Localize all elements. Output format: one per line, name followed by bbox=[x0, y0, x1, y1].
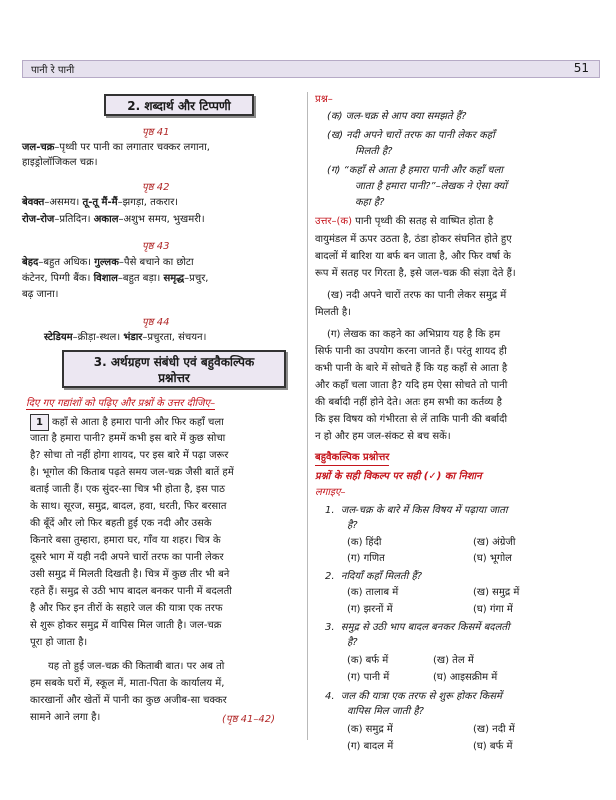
question-label: प्रश्न– bbox=[315, 94, 333, 105]
question-k: (क) जल-चक्र से आप क्या समझते हैं? bbox=[327, 111, 467, 122]
page-44-label: पृष्ठ 44 bbox=[142, 317, 170, 328]
passage-line: यह तो हुई जल-चक्र की किताबी बात। पर अब तो bbox=[48, 661, 225, 672]
mcq-question-4: 4. जल की यात्रा एक तरफ से शुरू होकर किसमें bbox=[325, 691, 503, 702]
passage-line: हम सबके घरों में, स्कूल में, माता-पिता के कार्यालय में, bbox=[30, 678, 225, 689]
mcq-heading: बहुवैकल्पिक प्रश्नोत्तर bbox=[315, 450, 389, 466]
answer-line: कि इस विषय को गंभीरता से लें ताकि पानी की बर्बादी bbox=[315, 414, 508, 425]
passage-line: बताई जाती हैं। एक सुंदर-सा चित्र भी होता है, इस पाठ bbox=[30, 484, 225, 495]
passage-line: है और फिर इन तीरों के सहारे जल की यात्रा एक तरफ bbox=[30, 603, 223, 614]
mcq-option: (ग) गणित bbox=[347, 553, 385, 564]
passage-line: उसी समुद्र में मिलती दिखती है। चित्र में कुछ तीर भी बने bbox=[30, 569, 230, 580]
glossary-row-43a: बेहद–बहुत अधिक। गुल्लक–पैसे बचाने का छोटा bbox=[22, 257, 194, 268]
answer-line: सिर्फ पानी का उपयोग करना जानते हैं। परंतु शायद ही bbox=[315, 346, 507, 357]
mcq-option: (घ) गंगा में bbox=[473, 604, 513, 615]
passage-line: से शुरू होकर समुद्र में वापिस मिल जाती है। जल-चक्र bbox=[30, 620, 222, 631]
passage-line: सामने आने लगा है। bbox=[30, 712, 101, 723]
answer-line: रूप में सतह पर गिरता है, इसे जल-चक्र की संज्ञा देते हैं। bbox=[315, 268, 516, 279]
mcq-question-4-cont: वापिस मिल जाती है? bbox=[347, 706, 424, 717]
mcq-option: (ग) झरनों में bbox=[347, 604, 393, 615]
page-42-label: पृष्ठ 42 bbox=[142, 182, 170, 193]
passage-line-1: 1 कहाँ से आता है हमारा पानी और फिर कहाँ चला bbox=[30, 414, 224, 431]
column-divider bbox=[307, 92, 308, 740]
passage-line: कारखानों और खेतों में पानी का कुछ अजीब-सा चक्कर bbox=[30, 695, 227, 706]
glossary-term: जल-चक्र bbox=[22, 142, 55, 153]
passage-line: है। भूगोल की किताब पढ़ते समय जल-चक्र जैसी बातें हमें bbox=[30, 467, 234, 478]
glossary-row-42a: बेवक्त–असमय। तू-तू मैं-मैं–झगड़ा, तकरार। bbox=[22, 197, 179, 208]
mcq-question-3-cont: है? bbox=[347, 637, 358, 648]
chapter-title: पानी रे पानी bbox=[31, 65, 75, 76]
glossary-row-44: स्टेडियम–क्रीड़ा-स्थल। भंडार–प्रचुरता, संचयन। bbox=[44, 332, 207, 343]
page-43-label: पृष्ठ 43 bbox=[142, 241, 170, 252]
passage-reference: (पृष्ठ 41–42) bbox=[222, 714, 276, 725]
answer-label: उत्तर– bbox=[315, 216, 337, 227]
answer-kh: (ख) नदी अपने चारों तरफ का पानी लेकर समुद्र में bbox=[327, 290, 507, 301]
answer-g: (ग) लेखक का कहने का अभिप्राय यह है कि हम bbox=[327, 329, 501, 340]
mcq-option: (क) समुद्र में bbox=[347, 724, 393, 735]
question-kh-cont: मिलती है? bbox=[355, 146, 393, 157]
passage-line: पूरा हो जाता है। bbox=[30, 637, 88, 648]
question-g-cont: कहा है? bbox=[355, 197, 385, 208]
mcq-option: (ग) पानी में bbox=[347, 672, 390, 683]
glossary-row-42b: रोज-रोज–प्रतिदिन। अकाल–अशुभ समय, भुखमरी। bbox=[22, 214, 205, 225]
passage-line: के साथ। सूरज, समुद्र, बादल, हवा, धरती, फिर बरसात bbox=[30, 501, 227, 512]
page-41-label: पृष्ठ 41 bbox=[142, 127, 170, 138]
mcq-option: (क) बर्फ में bbox=[347, 655, 389, 666]
mcq-option: (घ) बर्फ में bbox=[473, 741, 513, 752]
question-g-cont: जाता है हमारा पानी?”–लेखक ने ऐसा क्यों bbox=[355, 181, 507, 192]
mcq-option: (ख) तेल में bbox=[433, 655, 474, 666]
passage-instruction: दिए गए गद्यांशों को पढ़िए और प्रश्नों के उत्तर दीजिए– bbox=[26, 395, 215, 410]
answer-line: न हो और हम जल-संकट से बच सकें। bbox=[315, 431, 451, 442]
glossary-row-43c: बढ़ जाना। bbox=[22, 289, 59, 300]
mcq-instruction-cont: लगाइए– bbox=[315, 487, 346, 498]
glossary-definition: –पृथ्वी पर पानी का लगातार चक्कर लगाना, bbox=[54, 142, 210, 153]
answer-line: मिलती है। bbox=[315, 307, 351, 318]
glossary-jal-chakra bbox=[22, 140, 210, 155]
mcq-option: (ख) अंग्रेजी bbox=[473, 537, 516, 548]
passage-line: रहते हैं। समुद्र से उठी भाप बादल बनकर पानी में बदलती bbox=[30, 586, 232, 597]
mcq-instruction: प्रश्नों के सही विकल्प पर सही (✓) का निशान bbox=[315, 471, 482, 482]
answer-line: कभी पानी के बारे में सोचते हैं कि यह कहाँ से आता है bbox=[315, 363, 508, 374]
passage-number: 1 bbox=[30, 414, 49, 431]
answer-line: बादलों में बारिश या बर्फ बन जाता है, और फिर वर्षा के bbox=[315, 251, 511, 262]
section-3-heading: 3. अर्थग्रहण संबंधी एवं बहुवैकल्पिक प्रश्नोत्तर bbox=[62, 350, 286, 388]
answer-line: की बर्बादी नहीं होने देते। अतः हम सभी का कर्तव्य है bbox=[315, 397, 502, 408]
mcq-question-3: 3. समुद्र से उठी भाप बादल बनकर किसमें बदलती bbox=[325, 622, 510, 633]
page-header bbox=[22, 60, 600, 78]
mcq-option: (क) तालाब में bbox=[347, 587, 399, 598]
passage-line: की बूँदें और लो फिर बहती हुई एक नदी और उसके bbox=[30, 518, 212, 529]
mcq-question-1-cont: है? bbox=[347, 520, 358, 531]
passage-line: किनारे बसा तुम्हारा, हमारा घर, गाँव या शहर। चित्र के bbox=[30, 535, 221, 546]
mcq-option: (घ) भूगोल bbox=[473, 553, 512, 564]
answer-line: वायुमंडल में ऊपर उठता है, ठंडा होकर संघनित होते हुए bbox=[315, 234, 512, 245]
mcq-question-1: 1. जल-चक्र के बारे में किस विषय में पढ़ाया जाता bbox=[325, 505, 508, 516]
glossary-jal-chakra-cont: हाइड्रोलॉजिकल चक्र। bbox=[22, 157, 98, 168]
page-number: 51 bbox=[573, 61, 589, 75]
section-2-heading: 2. शब्दार्थ और टिप्पणी bbox=[104, 94, 254, 116]
mcq-option: (ग) बादल में bbox=[347, 741, 394, 752]
mcq-option: (ख) समुद्र में bbox=[473, 587, 520, 598]
mcq-option: (घ) आइसक्रीम में bbox=[433, 672, 498, 683]
answer-k: उत्तर–(क) पानी पृथ्वी की सतह से वाष्पित होता है bbox=[315, 216, 494, 227]
passage-line: जाता है हमारा पानी? हममें कभी इस बारे में कुछ सोचा bbox=[30, 433, 226, 444]
answer-line: और कहाँ चला जाता है? यदि हम ऐसा सोचते तो पानी bbox=[315, 380, 508, 391]
mcq-option: (ख) नदी में bbox=[473, 724, 515, 735]
mcq-question-2: 2. नदियाँ कहाँ मिलती हैं? bbox=[325, 571, 423, 582]
passage-line: है? सोचा तो नहीं होगा शायद, पर इस बारे में पढ़ा जरूर bbox=[30, 450, 229, 461]
question-kh: (ख) नदी अपने चारों तरफ का पानी लेकर कहाँ bbox=[327, 130, 495, 141]
passage-line: दूसरे भाग में यही नदी अपने चारों तरफ का पानी लेकर bbox=[30, 552, 224, 563]
question-g: (ग) “कहाँ से आता है हमारा पानी और कहाँ चला bbox=[327, 165, 503, 176]
glossary-row-43b: कंटेनर, पिग्गी बैंक। विशाल–बहुत बड़ा। समृद्ध–प्रचुर, bbox=[22, 273, 209, 284]
mcq-option: (क) हिंदी bbox=[347, 537, 382, 548]
